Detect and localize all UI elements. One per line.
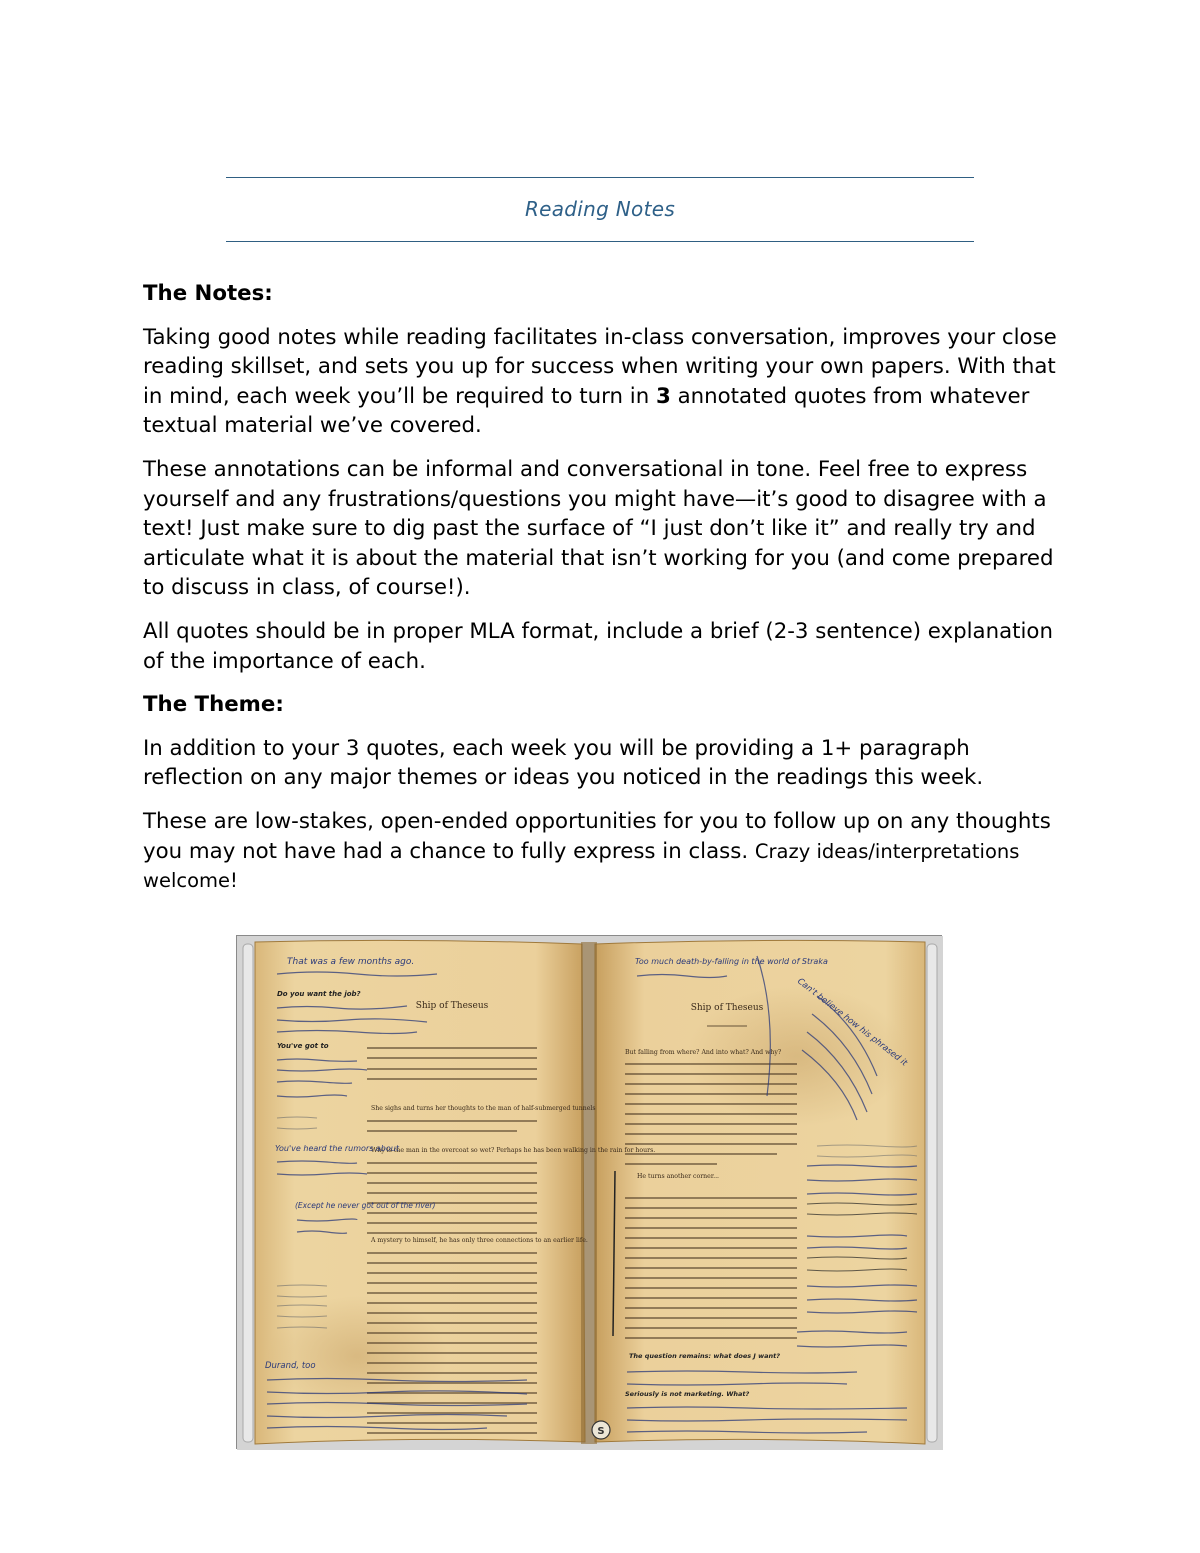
header-rule-top bbox=[226, 177, 974, 178]
hand-note: Too much death-by-falling in the world of Straka bbox=[635, 957, 828, 966]
annotated-book-image bbox=[236, 935, 942, 1449]
frame-left-edge bbox=[243, 944, 253, 1442]
page-badge-letter: S bbox=[597, 1426, 605, 1437]
right-body-line: But falling from where? And into what? And why? bbox=[625, 1049, 782, 1056]
right-page-title: Ship of Theseus bbox=[690, 1003, 764, 1013]
theme-paragraph-2 bbox=[143, 807, 1073, 896]
hand-note: Do you want the job? bbox=[277, 990, 361, 998]
document-body bbox=[143, 279, 1073, 910]
hand-note: Seriously is not marketing. What? bbox=[625, 1390, 750, 1398]
left-page-title: Ship of Theseus bbox=[415, 1001, 489, 1011]
header-rule-bottom bbox=[226, 241, 974, 242]
book-spine bbox=[581, 942, 597, 1444]
hand-note: Can't believe how his phrased it bbox=[795, 976, 909, 1069]
notes-paragraph-1 bbox=[143, 323, 1073, 441]
theme-heading: The Theme: bbox=[143, 692, 284, 718]
hand-note: You've got to bbox=[277, 1042, 329, 1050]
left-body-line: Why is the man in the overcoat so wet? Perhaps he has been walking in the rain for hours. bbox=[371, 1147, 656, 1154]
notes-heading: The Notes: bbox=[143, 281, 273, 306]
hand-note: The question remains: what does J want? bbox=[629, 1352, 780, 1360]
right-body-line: He turns another corner... bbox=[637, 1173, 720, 1180]
notes-paragraph-3: All quotes should be in proper MLA format, include a brief (2-3 sentence) explanation of the importance of each. bbox=[143, 618, 1053, 674]
header-title: Reading Notes bbox=[524, 197, 676, 221]
hand-note: You've heard the rumors about bbox=[275, 1144, 399, 1153]
book-illustration bbox=[237, 936, 943, 1450]
notes-quote-count: 3 bbox=[656, 383, 671, 409]
theme-paragraph-2-tail: Crazy ideas/interpretations welcome! bbox=[143, 839, 1020, 893]
theme-paragraph-1: In addition to your 3 quotes, each week you will be providing a 1+ paragraph reflection on any major themes or ideas you noticed in the readings this week. bbox=[143, 735, 984, 791]
hand-note: That was a few months ago. bbox=[287, 957, 415, 967]
hand-note: (Except he never got out of the river) bbox=[295, 1201, 436, 1210]
left-body-line: She sighs and turns her thoughts to the man of half-submerged tunnels bbox=[371, 1105, 596, 1112]
left-body-line: A mystery to himself, he has only three connections to an earlier life. bbox=[371, 1237, 588, 1244]
notes-paragraph-1-text-a: Taking good notes while reading facilitates in-class conversation, improves your close reading skillset, and sets you up for success when writing your own papers. With that in mind, each week you’ll be required to turn in bbox=[143, 324, 1057, 409]
notes-paragraph-1-text-b: annotated quotes from whatever textual material we’ve covered. bbox=[143, 383, 1030, 439]
theme-paragraph-2-text: These are low-stakes, open-ended opportunities for you to follow up on any thoughts you may not have had a chance to fully express in class. bbox=[143, 808, 1051, 864]
notes-paragraph-2: These annotations can be informal and conversational in tone. Feel free to express yourself and any frustrations/questions you might have—it’s good to disagree with a text! Just make sure to dig past the surface of “I just don’t like it” and really try and articulate what it is about the material that isn’t working for you (and come prepared to discuss in class, of course!). bbox=[143, 456, 1054, 601]
hand-note: Durand, too bbox=[265, 1361, 316, 1371]
frame-right-edge bbox=[927, 944, 937, 1442]
